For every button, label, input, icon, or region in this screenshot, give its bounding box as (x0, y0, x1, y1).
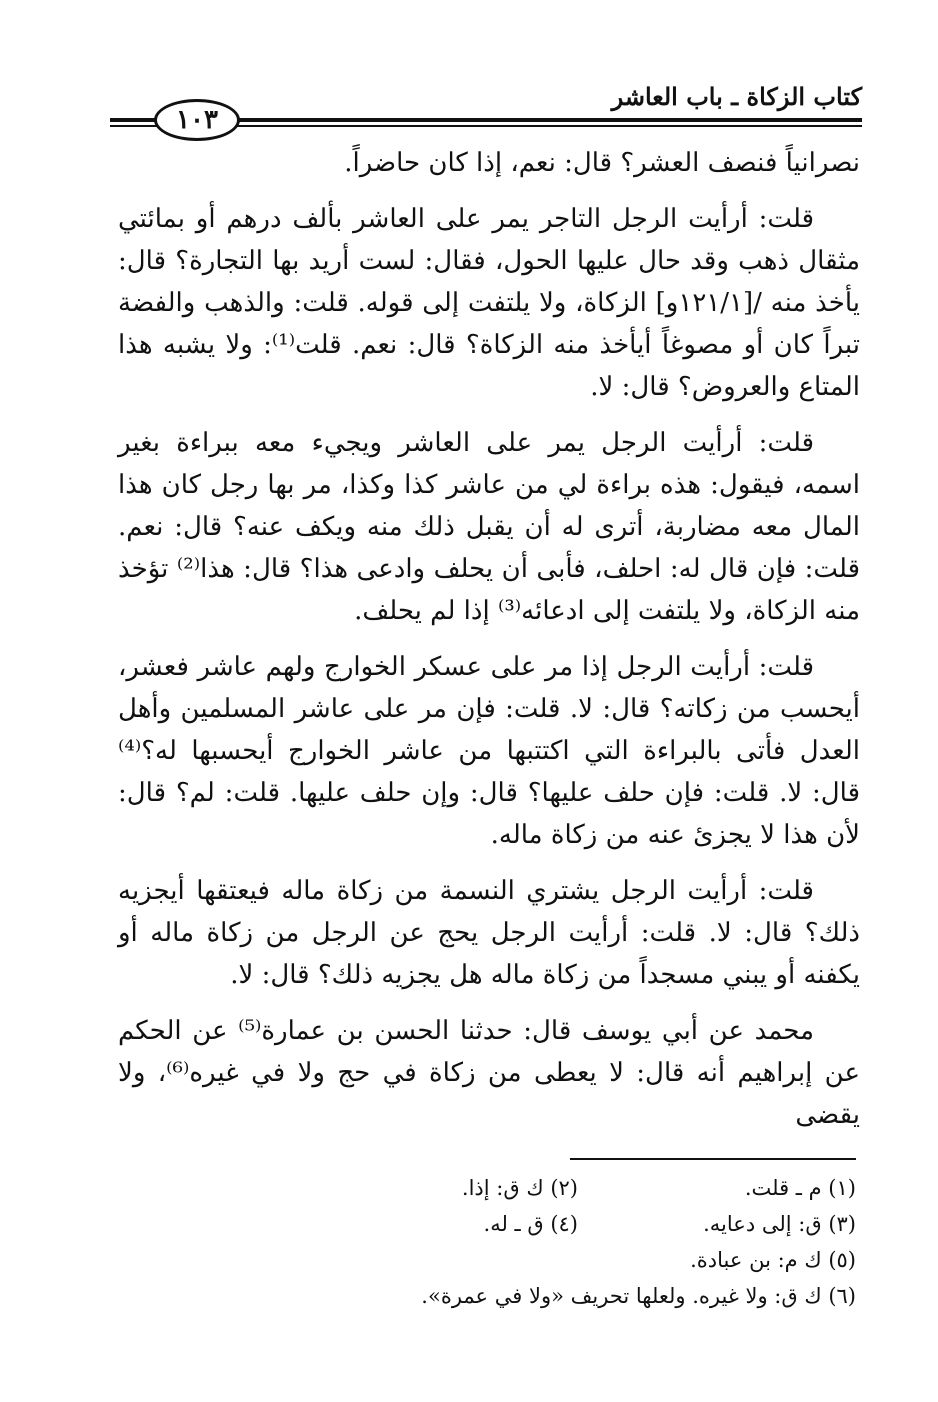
header-rule-left-thin (110, 125, 160, 127)
paragraph: محمد عن أبي يوسف قال: حدثنا الحسن بن عمارة⁽⁵⁾ عن الحكم عن إبراهيم أنه قال: لا يعطى من زكاة في حج ولا في غيره⁽⁶⁾، ولا يقضى (118, 1016, 860, 1130)
chapter-title: كتاب الزكاة ـ باب العاشر (611, 82, 862, 111)
footnote-1: (١) م ـ قلت. (744, 1176, 856, 1200)
header-rule-thin (218, 125, 862, 127)
footnote-4: (٤) ق ـ له. (483, 1212, 578, 1236)
footnote-3: (٣) ق: إلى دعايه. (703, 1212, 856, 1236)
header-rule-thick (218, 118, 862, 122)
footnote-6: (٦) ك ق: ولا غيره. ولعلها تحريف «ولا في عمرة». (421, 1284, 856, 1308)
footnote-2: (٢) ك ق: إذا. (461, 1176, 578, 1200)
page-header (110, 70, 862, 135)
footnote-row (300, 1170, 856, 1206)
paragraph: قلت: أرأيت الرجل إذا مر على عسكر الخوارج ولهم عاشر فعشر، أيحسب من زكاته؟ قال: لا. قلت: فإن مر على عاشر المسلمين وأهل العدل فأتى بالبراءة التي اكتتبها من عاشر الخوارج أيحسبها له؟⁽⁴⁾ قال: لا. قلت: فإن حلف عليها؟ قال: وإن حلف عليها. قلت: لم؟ قال: لأن هذا لا يجزئ عنه من زكاة ماله. (118, 652, 860, 850)
header-rule-left (110, 118, 160, 122)
page-number-badge: ١٠٣ (154, 99, 240, 141)
paragraph: قلت: أرأيت الرجل التاجر يمر على العاشر بألف درهم أو بمائتي مثقال ذهب وقد حال عليها الحول، فقال: لست أريد بها التجارة؟ قال: يأخذ منه /[١٢١/١و] الزكاة، ولا يلتفت إلى قوله. قلت: والذهب والفضة تبراً كان أو مصوغاً أيأخذ منه الزكاة؟ قال: نعم. قلت⁽¹⁾: ولا يشبه هذا المتاع والعروض؟ قال: لا. (118, 204, 861, 402)
paragraph: قلت: أرأيت الرجل يشتري النسمة من زكاة ماله فيعتقها أيجزيه ذلك؟ قال: لا. قلت: أرأيت الرجل يحج عن الرجل من زكاة ماله أو يكفنه أو يبني مسجداً من زكاة ماله هل يجزيه ذلك؟ قال: لا. (118, 876, 860, 990)
footnote-separator (570, 1158, 856, 1160)
footnote-5: (٥) ك م: بن عبادة. (690, 1248, 856, 1272)
footnotes (300, 1170, 856, 1314)
footnote-row (300, 1206, 856, 1242)
body-text (118, 142, 860, 1150)
paragraph: نصرانياً فنصف العشر؟ قال: نعم، إذا كان حاضراً. (344, 148, 860, 178)
paragraph: قلت: أرأيت الرجل يمر على العاشر ويجيء معه ببراءة بغير اسمه، فيقول: هذه براءة لي من عاشر كذا وكذا، مر بها رجل كان هذا المال معه مضاربة، أترى له أن يقبل ذلك منه ويكف عنه؟ قال: نعم. قلت: فإن قال له: احلف، فأبى أن يحلف وادعى هذا؟ قال: هذا⁽²⁾ تؤخذ منه الزكاة، ولا يلتفت إلى ادعائه⁽³⁾ إذا لم يحلف. (118, 428, 861, 626)
